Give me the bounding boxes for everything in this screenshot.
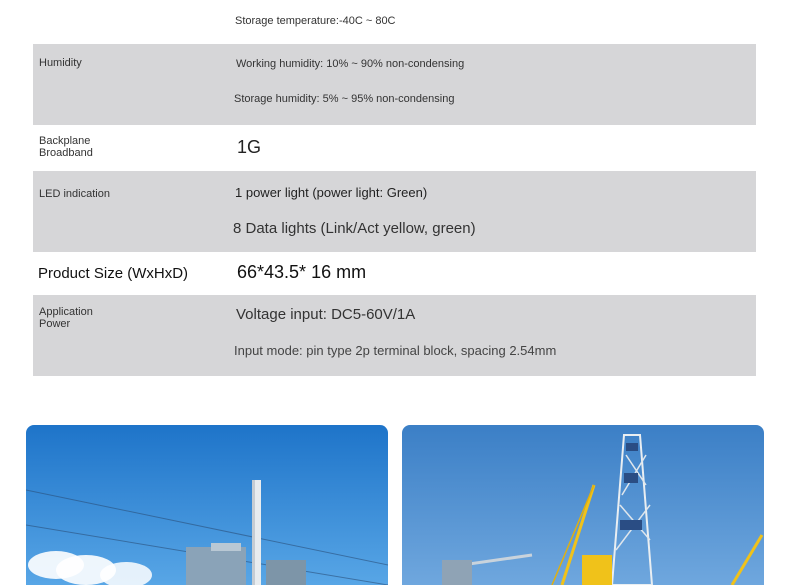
working-humidity-value: Working humidity: 10% ~ 90% non-condensing bbox=[236, 58, 465, 70]
led-data-value: 8 Data lights (Link/Act yellow, green) bbox=[233, 220, 476, 237]
industrial-plant-image bbox=[26, 425, 388, 585]
backplane-label-line2: Broadband bbox=[39, 147, 93, 159]
industrial-plant-illustration bbox=[26, 425, 388, 585]
led-power-value: 1 power light (power light: Green) bbox=[235, 185, 428, 200]
backplane-value: 1G bbox=[237, 137, 262, 157]
storage-humidity-value: Storage humidity: 5% ~ 95% non-condensing bbox=[234, 93, 455, 105]
product-size-value: 66*43.5* 16 mm bbox=[237, 262, 367, 282]
power-label-line2: Power bbox=[39, 318, 71, 330]
power-label-line1: Application bbox=[39, 306, 93, 318]
input-mode-value: Input mode: pin type 2p terminal block, spacing 2.54mm bbox=[234, 343, 557, 358]
storage-temperature-value: Storage temperature:-40C ~ 80C bbox=[235, 15, 396, 27]
spec-table bbox=[33, 0, 756, 376]
voltage-input-value: Voltage input: DC5-60V/1A bbox=[236, 306, 416, 323]
backplane-label bbox=[39, 135, 93, 159]
oil-rig-image bbox=[402, 425, 764, 585]
row-led-indication bbox=[33, 171, 756, 252]
row-product-size bbox=[33, 252, 756, 295]
row-application-power bbox=[33, 295, 756, 376]
row-humidity bbox=[33, 44, 756, 125]
product-size-label: Product Size (WxHxD) bbox=[38, 265, 189, 282]
oil-rig-illustration bbox=[402, 425, 764, 585]
humidity-label: Humidity bbox=[39, 57, 82, 69]
power-label bbox=[39, 306, 93, 330]
led-label: LED indication bbox=[39, 188, 110, 200]
row-backplane bbox=[33, 125, 756, 171]
row-storage-temperature bbox=[33, 0, 756, 44]
backplane-label-line1: Backplane bbox=[39, 135, 91, 147]
